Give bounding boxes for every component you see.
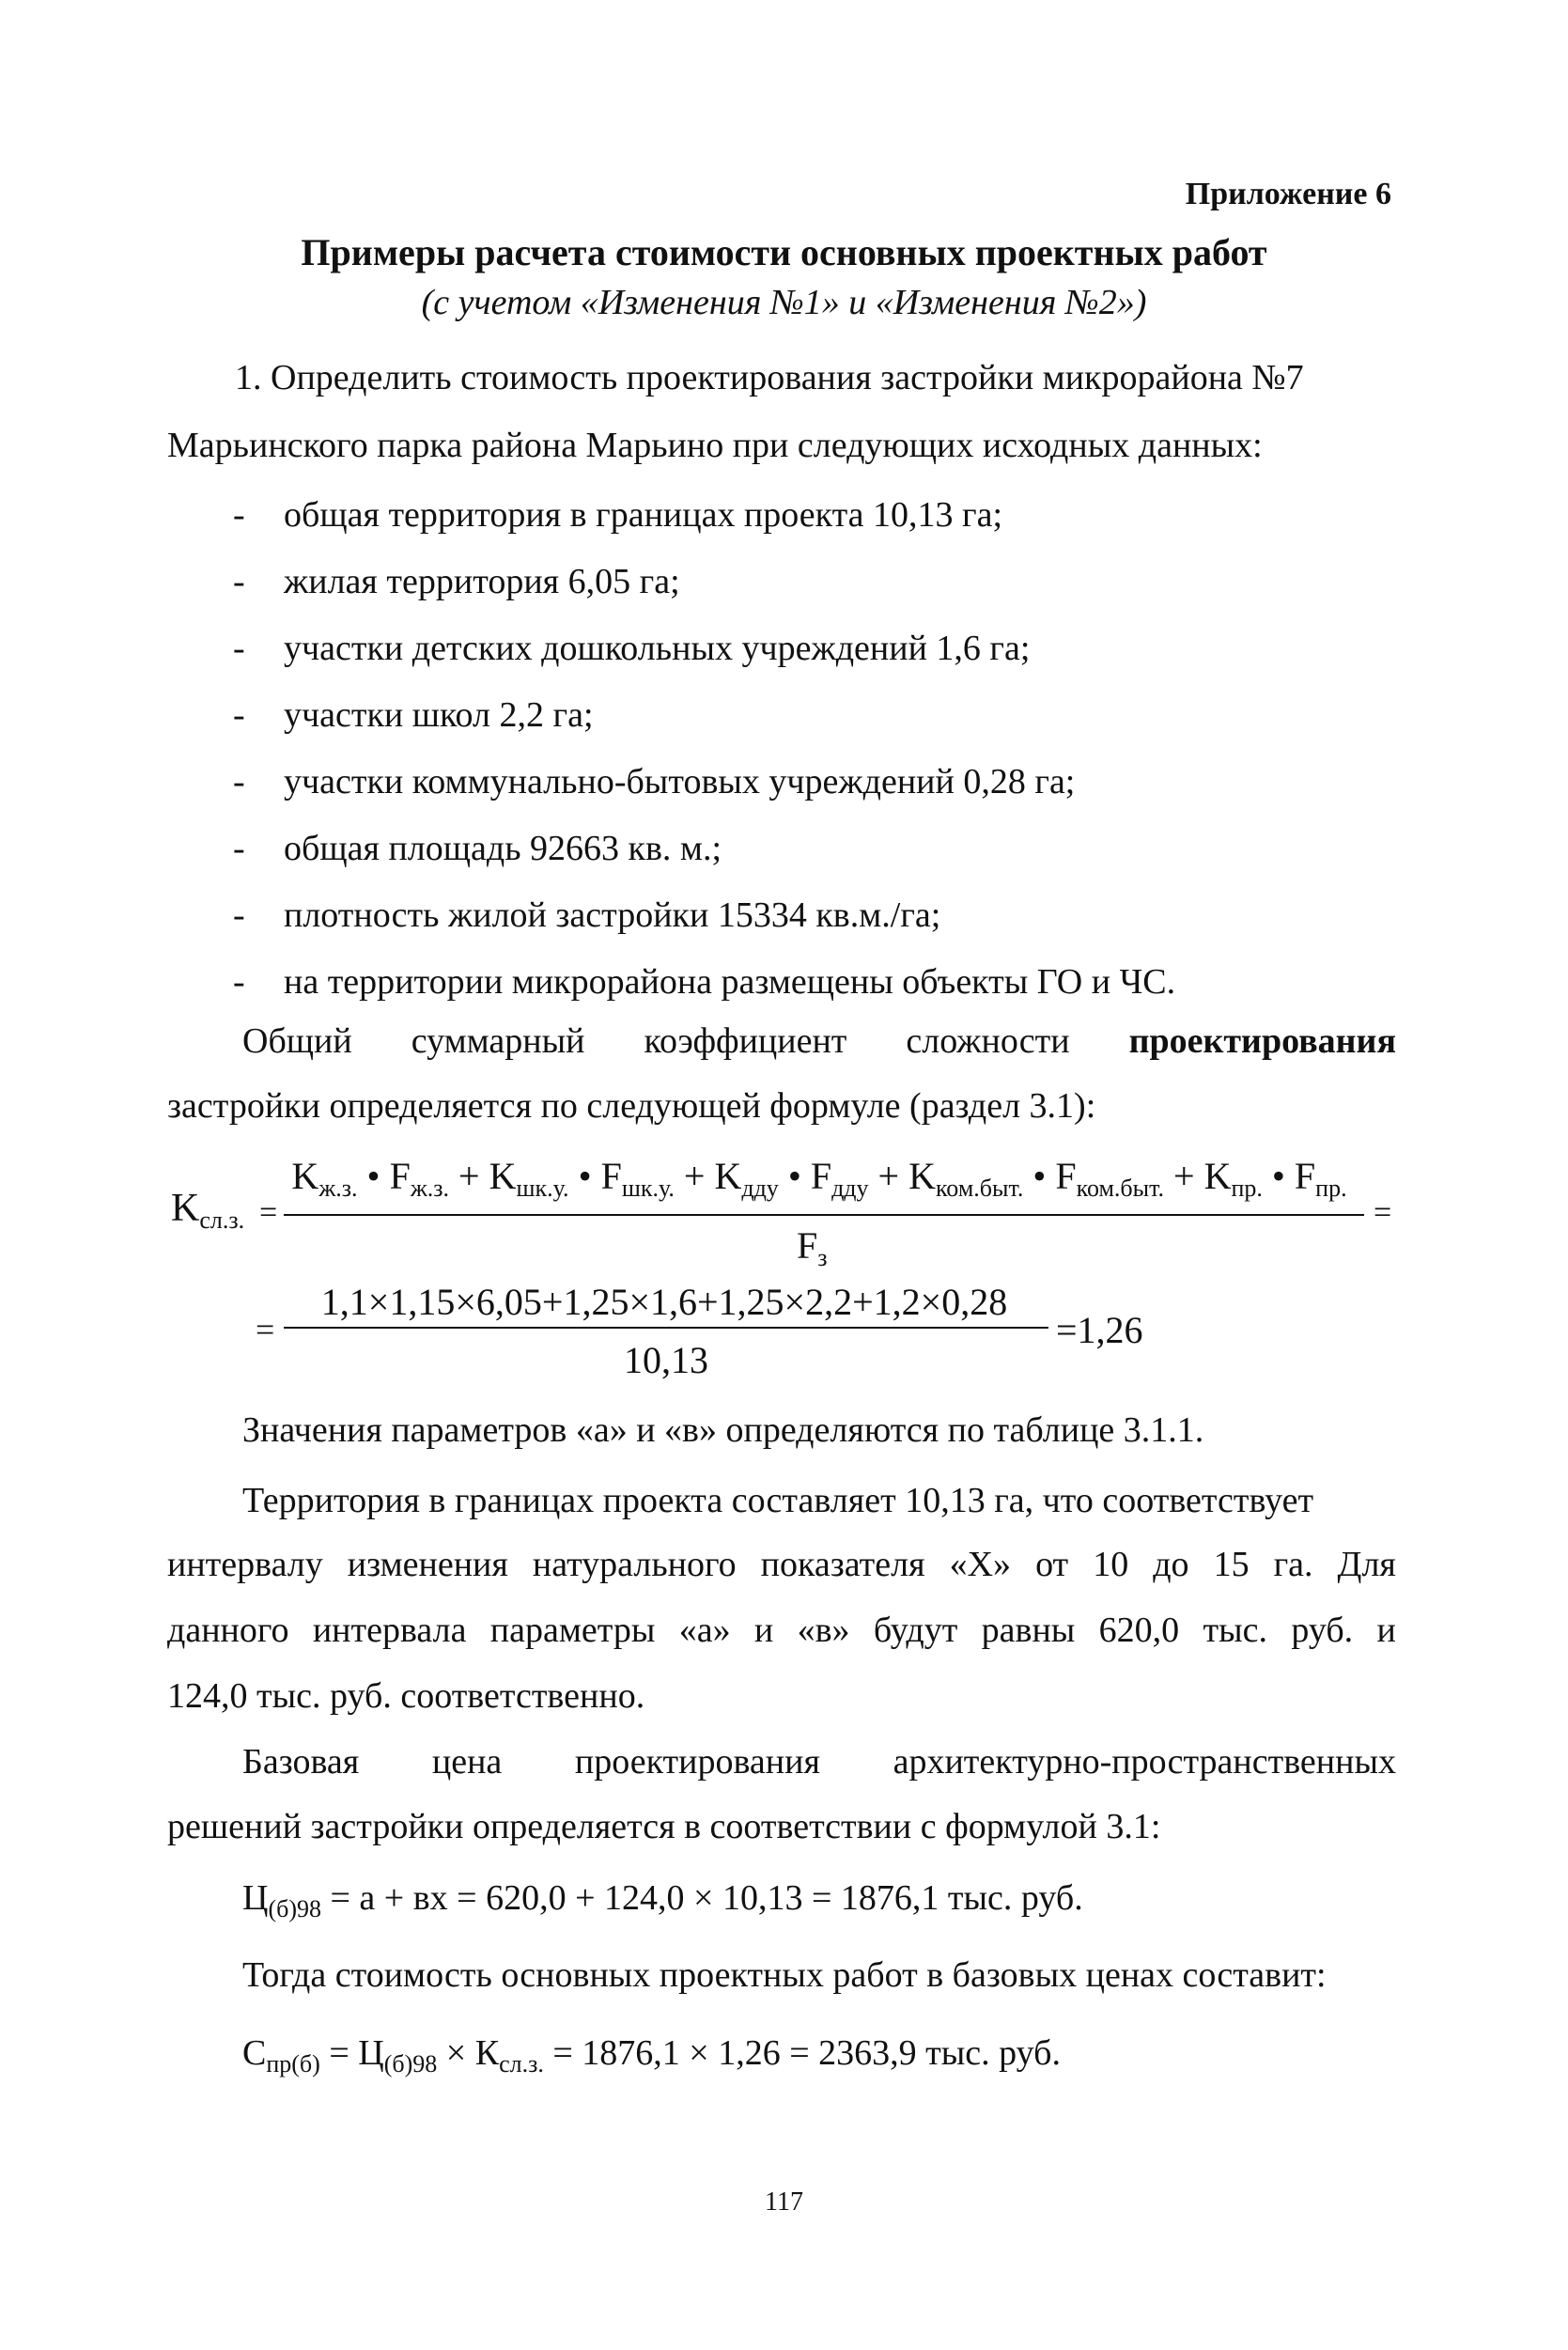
list-item: плотность жилой застройки 15334 кв.м./га; [284, 895, 941, 935]
formula-numerator: 1,1×1,15×6,05+1,25×1,6+1,25×2,2+1,2×0,28 [320, 1281, 1008, 1323]
word: руб. [1291, 1611, 1354, 1650]
bullet-dash: - [233, 895, 245, 935]
word: и [1376, 1611, 1396, 1650]
word: интервалу [167, 1545, 323, 1584]
bullet-dash: - [233, 629, 245, 668]
bullet-dash: - [233, 829, 245, 868]
list-item: участки детских дошкольных учреждений 1,6 га; [284, 629, 1031, 668]
word: га. [1273, 1545, 1313, 1584]
word: Базовая [242, 1742, 360, 1782]
para-base-line-1 [242, 1741, 1396, 1782]
list-item: жилая территория 6,05 га; [284, 562, 680, 601]
formula-denominator: 10,13 [624, 1339, 708, 1381]
list-item: на территории микрорайона размещены объекты ГО и ЧС. [284, 962, 1176, 1002]
page-number: 117 [765, 2187, 803, 2217]
bullet-dash: - [233, 695, 245, 735]
document-title: Примеры расчета стоимости основных проектных работ [301, 231, 1267, 273]
para-territory-line-2 [167, 1544, 1396, 1585]
para-base-line-2: решений застройки определяется в соответствии с формулой 3.1: [167, 1807, 1161, 1846]
list-item: участки школ 2,2 га; [284, 695, 594, 735]
word: суммарный [411, 1021, 585, 1061]
fraction-bar [284, 1327, 1048, 1329]
word: и [753, 1611, 774, 1650]
word: проектирования [574, 1742, 820, 1782]
para-territory-line-1: Территория в границах проекта составляет 10,13 га, что соответствует [242, 1481, 1314, 1520]
formula-total-cost: $С_{пр(б)} = Ц_{(б)98} \times К_{сл.з.} = 1876,1 \times 1,26 = 2363,9$ тыс. руб. [242, 2033, 1061, 2078]
formula-base-price: $Ц_{(б)98} = а$ + вх = 620,0 + 124,0 × 10,13 = 1876,1 тыс. руб. [242, 1878, 1083, 1922]
word: 15 [1213, 1545, 1250, 1584]
para-territory-line-4: 124,0 тыс. руб. соответственно. [167, 1676, 645, 1716]
word: архитектурно-пространственных [893, 1742, 1396, 1782]
intro-line-2: Марьинского парка района Марьино при следующих исходных данных: [167, 426, 1263, 465]
word: цена [431, 1742, 503, 1782]
coef-para-line-1 [242, 1020, 1396, 1062]
para-total: Тогда стоимость основных проектных работ в базовых ценах составит: [242, 1955, 1327, 1995]
word: Для [1337, 1545, 1396, 1584]
para-territory-line-3 [167, 1610, 1396, 1651]
word: интервала [312, 1611, 467, 1650]
para-params: Значения параметров «а» и «в» определяются по таблице 3.1.1. [242, 1410, 1204, 1450]
word: до [1153, 1545, 1189, 1584]
formula-denominator: $F_з$ [797, 1224, 828, 1271]
word: коэффициент [644, 1021, 847, 1061]
word: 10 [1093, 1545, 1129, 1584]
word: равны [981, 1611, 1076, 1650]
formula-lhs: $K_{сл.з.}$ [171, 1187, 245, 1234]
word: 620,0 [1098, 1611, 1180, 1650]
formula-numerator: $K_{ж.з.}$ • $F_{ж.з.} + K_{шк.у.}$ • $F_{шк.у.} + K_{дду}$ • $F_{дду} + K_{ком.быт.}$ • $F_{ком.быт.} + K_{пр.}$ • $F_{пр.}$ [291, 1155, 1347, 1202]
intro-line-1: 1. Определить стоимость проектирования застройки микрорайона №7 [235, 358, 1304, 397]
list-item: общая территория в границах проекта 10,13 га; [284, 495, 1003, 535]
word: натурального [532, 1545, 737, 1584]
formula-eq-right: = [1374, 1195, 1392, 1230]
word: «в» [797, 1611, 850, 1650]
list-item: общая площадь 92663 кв. м.; [284, 829, 722, 868]
bullet-dash: - [233, 562, 245, 601]
bullet-dash: - [233, 495, 245, 535]
word: Общий [242, 1021, 352, 1061]
word: сложности [906, 1021, 1070, 1061]
word: от [1035, 1545, 1069, 1584]
word: проектирования [1128, 1021, 1396, 1061]
fraction-bar [284, 1214, 1364, 1216]
document-subtitle: (с учетом «Изменения №1» и «Изменения №2») [421, 283, 1147, 322]
word: «Х» [949, 1545, 1012, 1584]
word: тыс. [1203, 1611, 1267, 1650]
word: изменения [347, 1545, 508, 1584]
bullet-dash: - [233, 962, 245, 1002]
coef-para-line-2: застройки определяется по следующей формуле (раздел 3.1): [167, 1086, 1096, 1126]
formula-eq-left: = [256, 1311, 275, 1348]
word: показателя [760, 1545, 925, 1584]
bullet-dash: - [233, 762, 245, 801]
word: данного [167, 1611, 289, 1650]
word: параметры [489, 1611, 656, 1650]
word: будут [873, 1611, 958, 1650]
formula-eq: = [259, 1195, 278, 1230]
appendix-label: Приложение 6 [1185, 177, 1391, 211]
word: «а» [678, 1611, 731, 1650]
list-item: участки коммунально-бытовых учреждений 0,28 га; [284, 762, 1076, 801]
formula-result: =1,26 [1056, 1309, 1143, 1351]
